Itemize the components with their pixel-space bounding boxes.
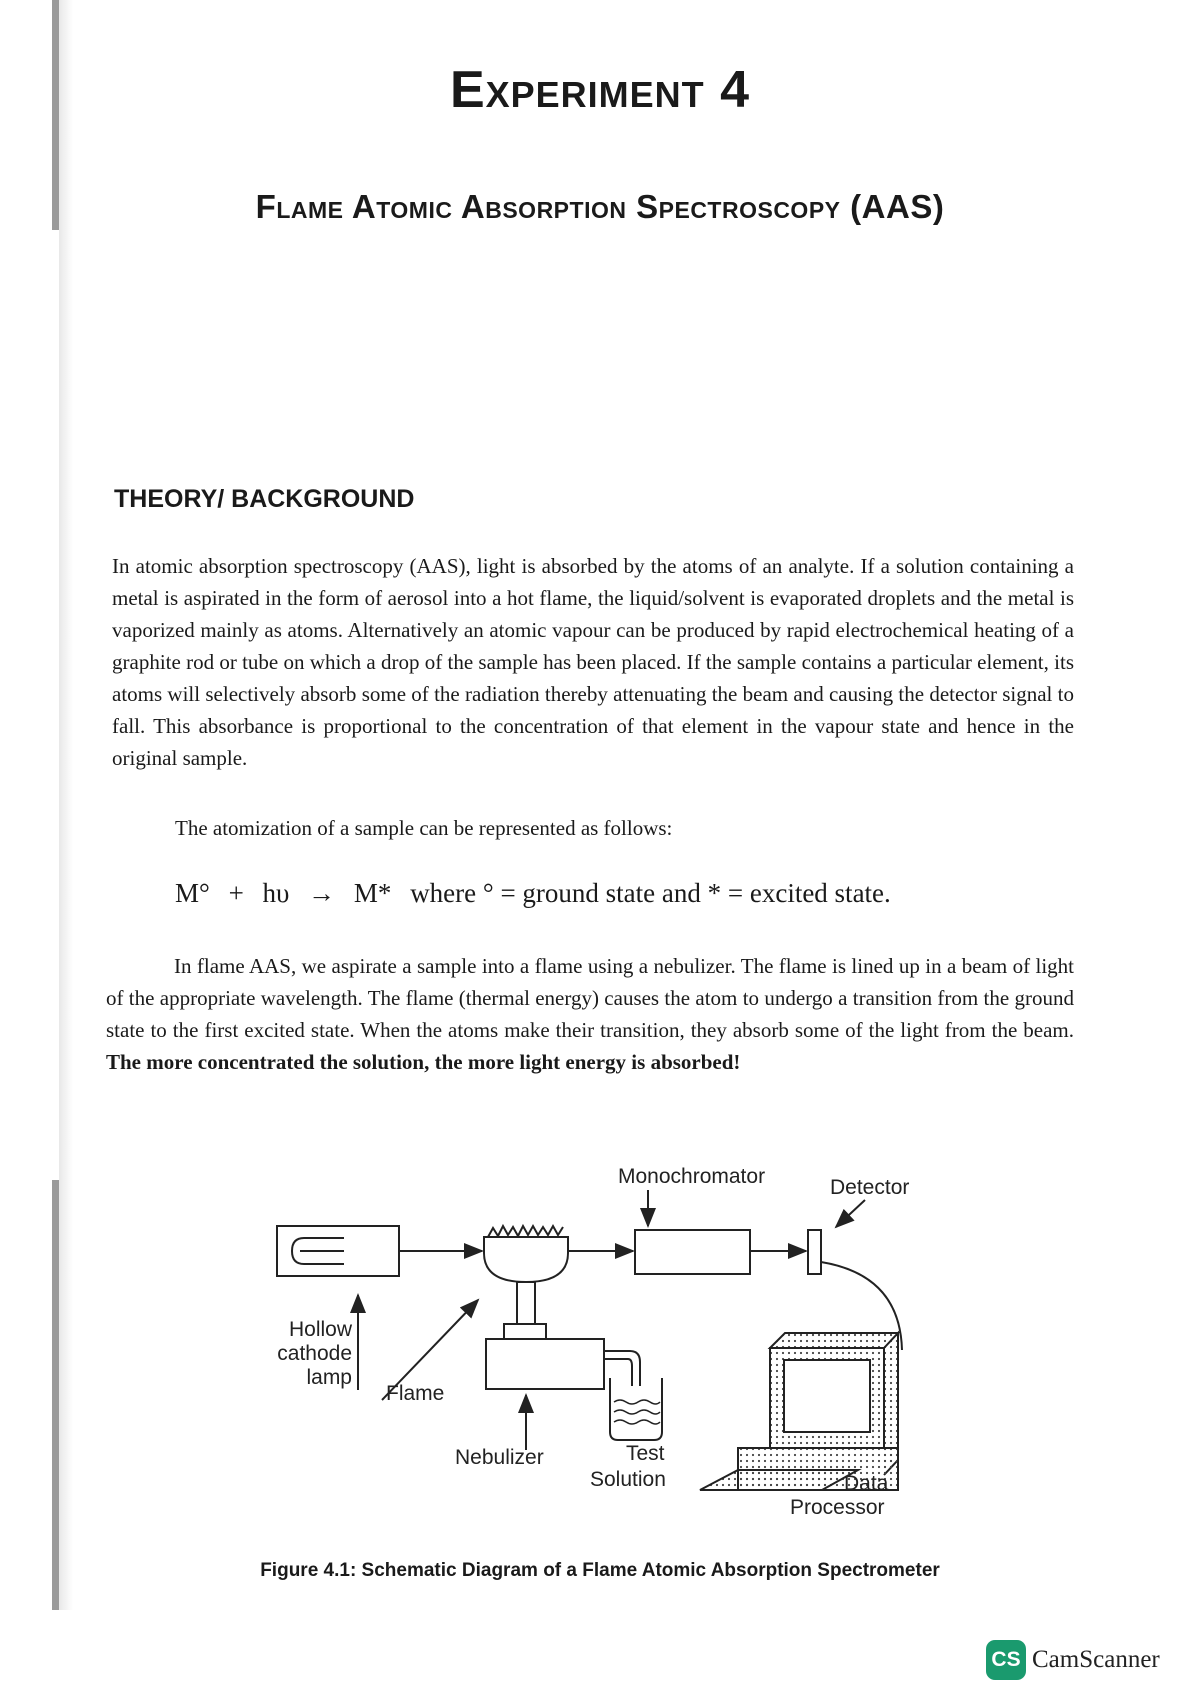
label-solution: Solution xyxy=(590,1468,666,1491)
solution-beaker xyxy=(610,1378,662,1440)
figure-caption: Figure 4.1: Schematic Diagram of a Flame Atomic Absorption Spectrometer xyxy=(260,1560,940,1581)
detector-arrow xyxy=(836,1200,865,1227)
paragraph-3-bold: The more concentrated the solution, the more light energy is absorbed! xyxy=(106,1050,741,1074)
camscanner-watermark xyxy=(986,1640,1160,1680)
atomization-equation xyxy=(175,878,903,909)
theory-paragraph-1: In atomic absorption spectroscopy (AAS), light is absorbed by the atoms of an analyte. If a solution containing a metal is aspirated in the form of aerosol into a hot flame, the liquid/solvent is evaporated droplets and the metal is vaporized mainly as atoms. Alternatively an atomic vapour can be produced by rapid electrochemical heating of a graphite rod or tube on which a drop of the sample has been placed. If the sample contains a particular element, its atoms will selectively absorb some of the radiation thereby attenuating the beam and causing the detector signal to fall. This absorbance is proportional to the concentration of that element in the vapour state and hence in the original sample. xyxy=(112,554,1074,770)
label-processor: Processor xyxy=(790,1496,885,1519)
camscanner-text: CamScanner xyxy=(1032,1646,1160,1673)
label-test: Test xyxy=(626,1442,665,1465)
flame-shape xyxy=(488,1226,563,1237)
label-monochromator: Monochromator xyxy=(618,1165,766,1188)
equation-arrow: → xyxy=(308,878,336,908)
paragraph-3-normal: In flame AAS, we aspirate a sample into a flame using a nebulizer. The flame is lined up in a beam of light of the appropriate wavelength. The flame (thermal energy) causes the atom to undergo a transition from the ground state to the first excited state. When the atoms make their transition, they absorb some of the light from the beam. xyxy=(106,954,1074,1042)
burner-head xyxy=(484,1237,568,1282)
burner-stem xyxy=(517,1282,535,1324)
theory-paragraph-2: The atomization of a sample can be represented as follows: xyxy=(175,816,673,840)
equation-where: where ° = ground state and * = excited state. xyxy=(410,878,891,908)
equation-product: M* xyxy=(353,878,392,908)
label-lamp: lamp xyxy=(306,1366,352,1389)
label-cathode: cathode xyxy=(277,1342,352,1365)
equation-plus: + xyxy=(228,878,244,908)
section-heading: THEORY/ BACKGROUND xyxy=(114,485,415,513)
cathode-symbol xyxy=(292,1238,344,1264)
nebulizer-chamber xyxy=(486,1339,604,1389)
camscanner-logo: CS xyxy=(986,1640,1026,1680)
equation-reactant: M° xyxy=(175,878,210,908)
detector-element xyxy=(808,1230,821,1274)
monochromator-box xyxy=(635,1230,750,1274)
label-flame: Flame xyxy=(386,1382,445,1405)
label-nebulizer: Nebulizer xyxy=(455,1446,544,1469)
burner-connector xyxy=(504,1324,546,1339)
label-hollow: Hollow xyxy=(288,1318,352,1341)
experiment-title: Experiment 4 xyxy=(449,61,751,119)
monitor-screen xyxy=(784,1360,870,1432)
label-detector: Detector xyxy=(830,1176,910,1199)
aas-schematic-diagram xyxy=(0,1140,1200,1550)
equation-photon: hυ xyxy=(262,878,290,908)
solution-liquid xyxy=(614,1400,660,1424)
theory-paragraph-3 xyxy=(106,950,1074,1078)
experiment-subtitle: Flame Atomic Absorption Spectroscopy (AAS) xyxy=(255,188,945,225)
label-data: Data xyxy=(844,1472,889,1495)
